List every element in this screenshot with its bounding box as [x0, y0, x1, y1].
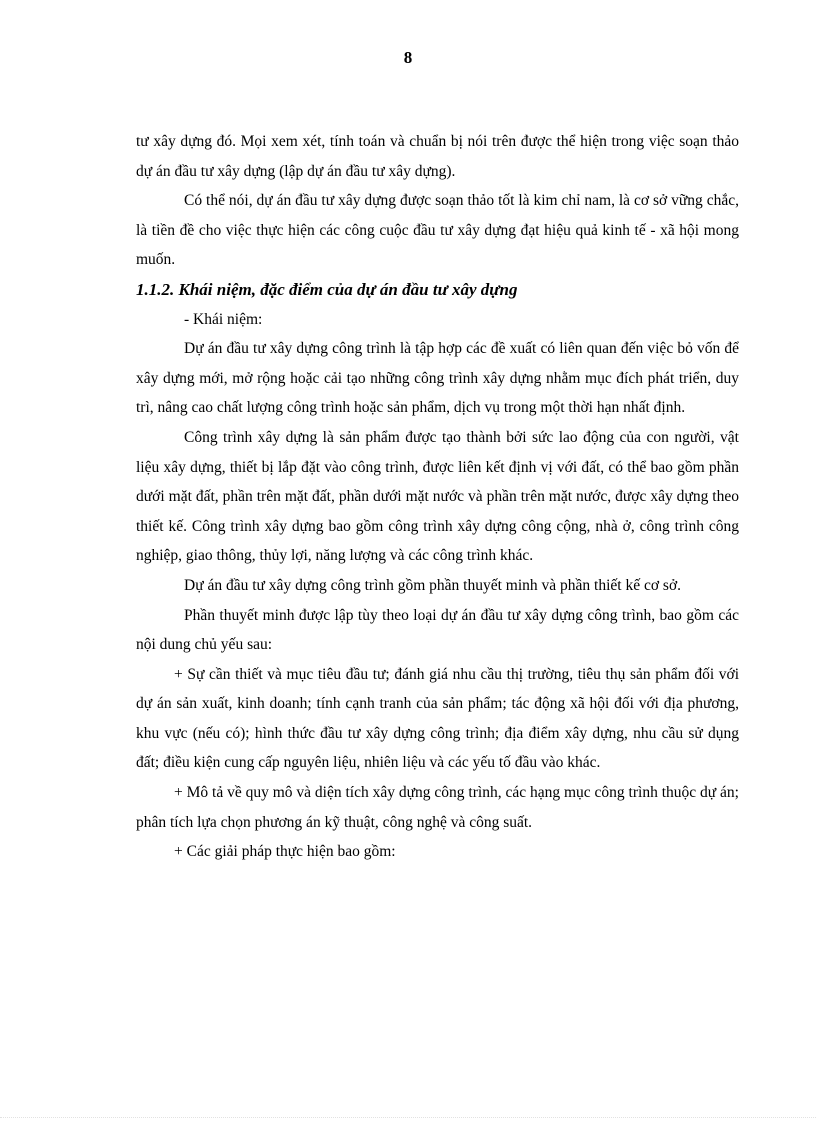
paragraph-project-components: Dự án đầu tư xây dựng công trình gồm phần thuyết minh và phần thiết kế cơ sở.	[184, 576, 682, 594]
bullet-necessity-and-objectives: + Sự cần thiết và mục tiêu đầu tư; đánh giá nhu cầu thị trường, tiêu thụ sản phẩm đối với dự án sản xuất, kinh doanh; tính cạnh tranh của sản phẩm; tác động xã hội đối với địa phương, khu vực (nếu có); hình thức đầu tư xây dựng công trình; địa điểm xây dựng, nhu cầu sử dụng đất; điều kiện cung cấp nguyên liệu, nhiên liệu và các yếu tố đầu vào khác.	[136, 665, 739, 772]
paragraph-construction-work-definition: Công trình xây dựng là sản phẩm được tạo thành bởi sức lao động của con người, vật liệu xây dựng, thiết bị lắp đặt vào công trình, được liên kết định vị với đất, có thể bao gồm phần dưới mặt đất, phần trên mặt đất, phần dưới mặt nước và phần trên mặt nước, được xây dựng theo thiết kế. Công trình xây dựng bao gồm công trình xây dựng công cộng, nhà ở, công trình công nghiệp, giao thông, thủy lợi, năng lượng và các công trình khác.	[136, 428, 739, 565]
paragraph-intro-continued: tư xây dựng đó. Mọi xem xét, tính toán và chuẩn bị nói trên được thể hiện trong việc soạn thảo dự án đầu tư xây dựng (lập dự án đầu tư xây dựng).	[136, 133, 739, 180]
concept-label: - Khái niệm:	[184, 310, 263, 328]
paragraph-explanation-contents: Phần thuyết minh được lập tùy theo loại dự án đầu tư xây dựng công trình, bao gồm các nội dung chủ yếu sau:	[136, 606, 739, 654]
bullet-implementation-solutions: + Các giải pháp thực hiện bao gồm:	[174, 843, 396, 861]
document-body	[136, 127, 739, 867]
page-number: 8	[403, 48, 413, 67]
paragraph-project-definition: Dự án đầu tư xây dựng công trình là tập hợp các đề xuất có liên quan đến việc bỏ vốn để xây dựng mới, mở rộng hoặc cải tạo những công trình xây dựng nhằm mục đích phát triển, duy trì, nâng cao chất lượng công trình hoặc sản phẩm, dịch vụ trong một thời hạn nhất định.	[136, 340, 739, 417]
bullet-scale-and-area: + Mô tả về quy mô và diện tích xây dựng công trình, các hạng mục công trình thuộc dự án; phân tích lựa chọn phương án kỹ thuật, công nghệ và công suất.	[136, 784, 739, 831]
paragraph-guiding-role: Có thể nói, dự án đầu tư xây dựng được soạn thảo tốt là kim chỉ nam, là cơ sở vững chắc, là tiền đề cho việc thực hiện các công cuộc đầu tư xây dựng đạt hiệu quả kinh tế - xã hội mong muốn.	[136, 192, 739, 269]
page-bottom-divider	[0, 1117, 816, 1118]
section-heading: 1.1.2. Khái niệm, đặc điểm của dự án đầu tư xây dựng	[136, 279, 518, 299]
